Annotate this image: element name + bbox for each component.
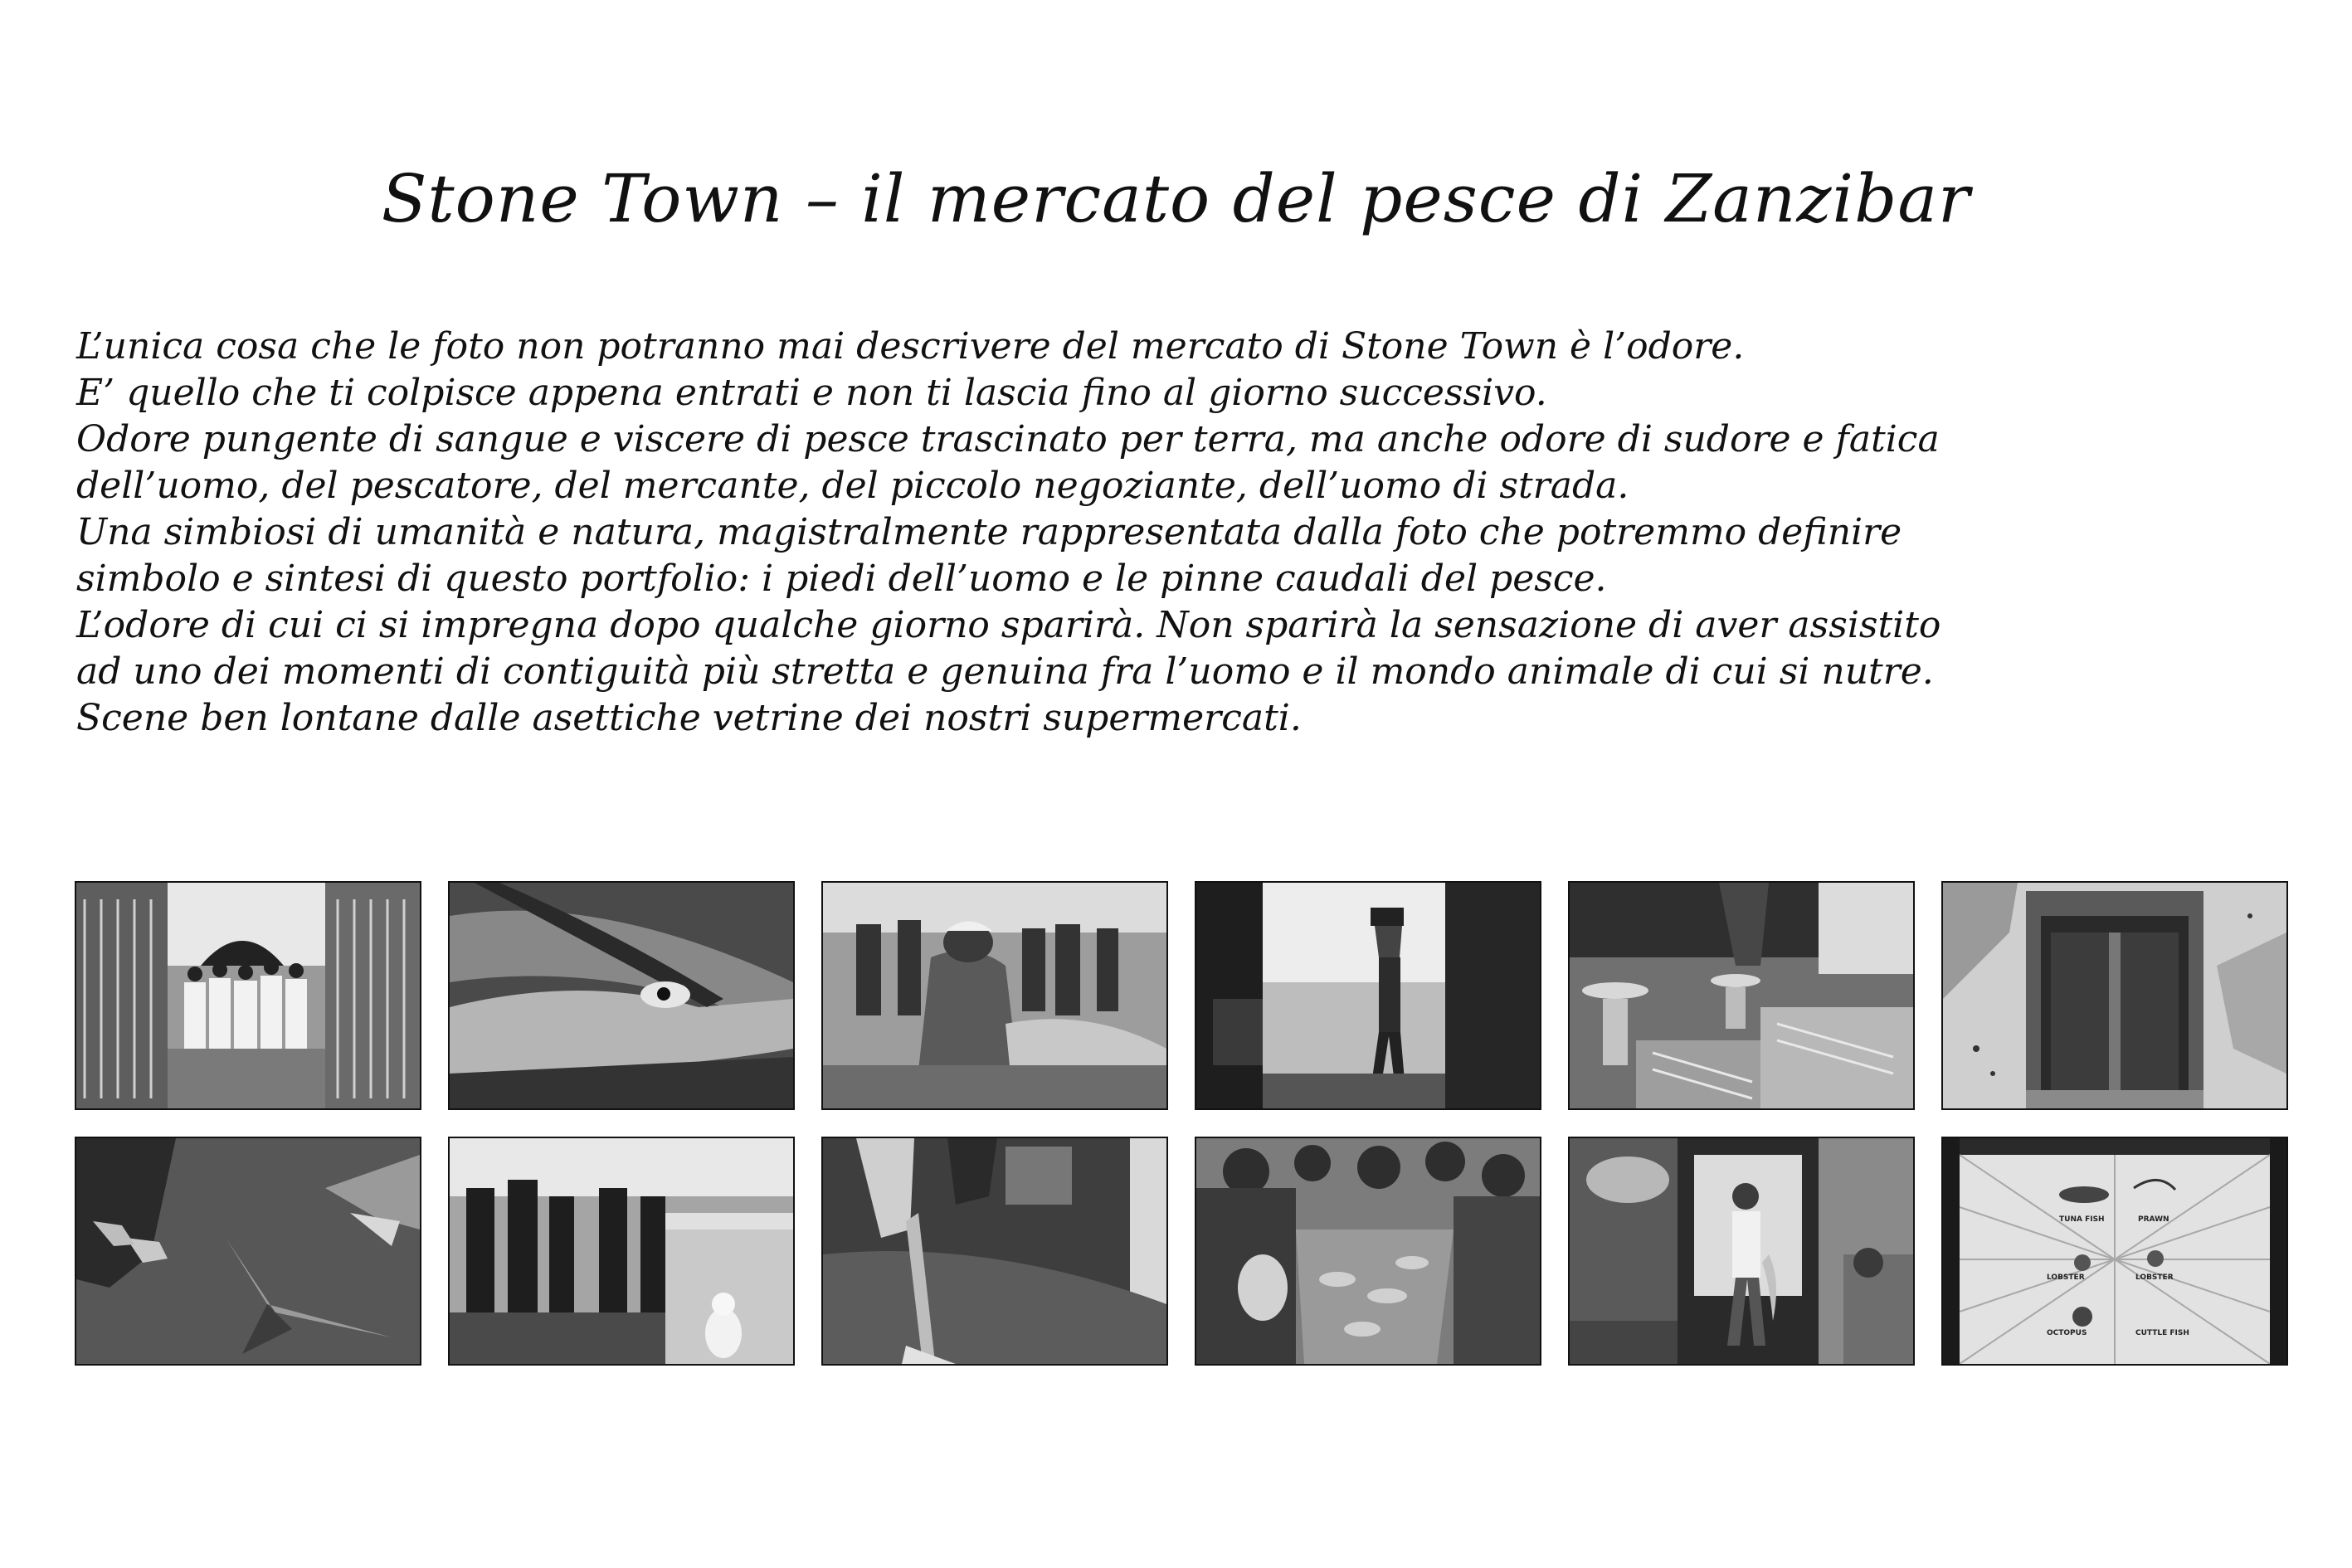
intro-line: Odore pungente di sangue e viscere di pesce trascinato per terra, ma anche odore di sudore e fatica — [76, 418, 1940, 460]
photo-man-holding-octopus[interactable] — [1568, 1137, 1915, 1366]
sign-label-octopus: OCTOPUS — [2047, 1329, 2087, 1337]
intro-line: L’odore di cui ci si impregna dopo qualche giorno sparirà. Non sparirà la sensazione di aver assistito — [76, 604, 1941, 646]
intro-line: Scene ben lontane dalle asettiche vetrine dei nostri supermercati. — [76, 697, 1302, 739]
intro-line: simbolo e sintesi di questo portfolio: i piedi dell’uomo e le pinne caudali del pesce. — [76, 558, 1607, 600]
intro-line: ad uno dei momenti di contiguità più stretta e genuina fra l’uomo e il mondo animale di cui si nutre. — [76, 650, 1934, 693]
photo-swordfish-wet-floor[interactable] — [821, 1137, 1168, 1366]
photo-swordfish-heads[interactable] — [448, 881, 795, 1110]
sign-label-tuna: TUNA FISH — [2059, 1215, 2105, 1224]
sign-label-lobster-right: LOBSTER — [2135, 1273, 2174, 1282]
intro-line: Una simbiosi di umanità e natura, magistralmente rappresentata dalla foto che potremmo definire — [76, 511, 1902, 553]
photo-market-gate-crowd[interactable] — [75, 881, 421, 1110]
photo-man-carrying-crate[interactable] — [1195, 881, 1541, 1110]
sign-label-cuttle: CUTTLE FISH — [2135, 1329, 2189, 1337]
sign-label-prawn: PRAWN — [2138, 1215, 2169, 1224]
intro-text — [76, 324, 2316, 742]
photo-scales-and-fish[interactable] — [1568, 881, 1915, 1110]
photo-feet-and-fins[interactable] — [75, 1137, 421, 1366]
intro-line: dell’uomo, del pescatore, del mercante, del piccolo negoziante, dell’uomo di strada. — [76, 465, 1629, 507]
sign-label-lobster-left: LOBSTER — [2047, 1273, 2085, 1282]
intro-line: E’ quello che ti colpisce appena entrati e non ti lascia fino al giorno successivo. — [76, 372, 1547, 414]
photo-gallery — [75, 881, 2288, 1366]
photo-man-cap-motion[interactable] — [821, 881, 1168, 1110]
photo-crowd-over-fish[interactable] — [1195, 1137, 1541, 1366]
photo-carved-door[interactable] — [1941, 881, 2288, 1110]
intro-line: L’unica cosa che le foto non potranno mai descrivere del mercato di Stone Town è l’odore. — [76, 325, 1745, 368]
photo-alley-with-cat[interactable] — [448, 1137, 795, 1366]
page-title: Stone Town – il mercato del pesce di Zanzibar — [381, 160, 1971, 237]
photo-painted-sign-door[interactable] — [1941, 1137, 2288, 1366]
